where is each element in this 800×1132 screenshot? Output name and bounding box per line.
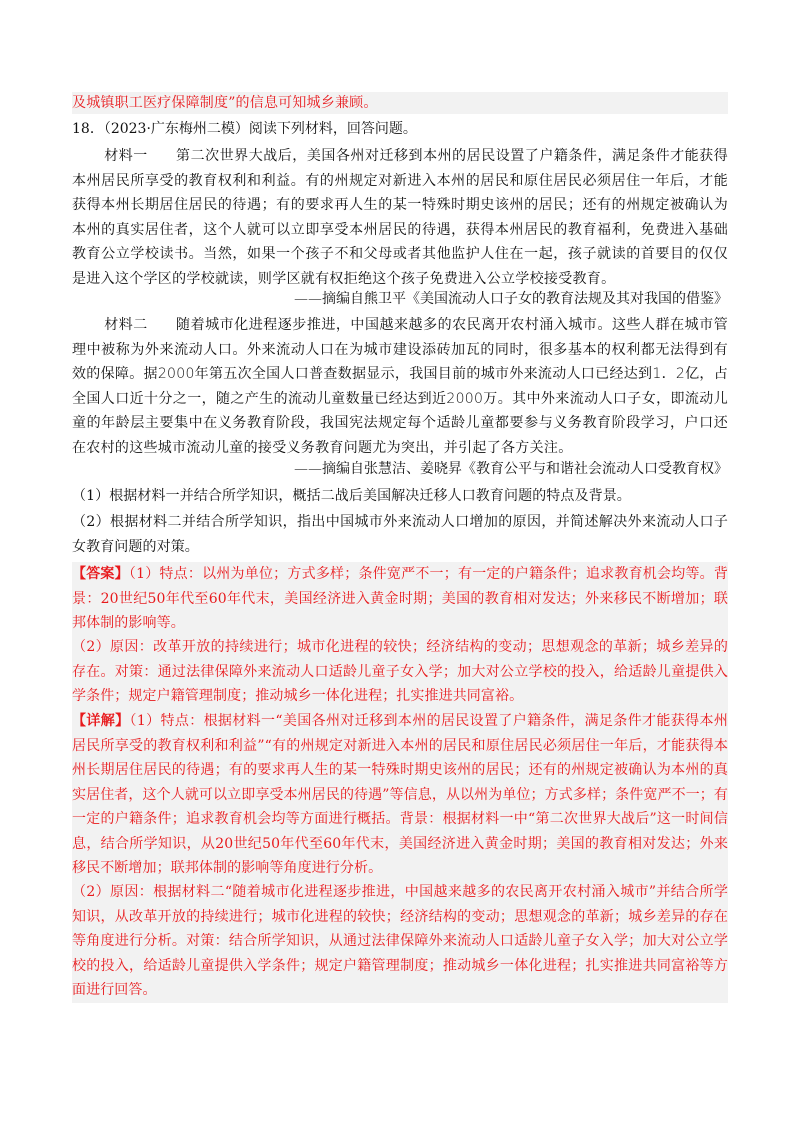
material-two-label: 材料二 (104, 317, 148, 333)
answer-part-1-text: （1）特点：以州为单位；方式多样；条件宽严不一；有一定的户籍条件；追求教育机会均等。背景：20世纪50年代至60年代末，美国经济进入黄金时期；美国的教育相对发达；外来移民不断增加；联邦体制的影响等。 (72, 566, 728, 631)
sub-question-1: （1）根据材料一并结合所学知识，概括二战后美国解决迁移人口教育问题的特点及背景。 (72, 488, 631, 504)
question-header: 18．（2023·广东梅州二模）阅读下列材料，回答问题。 (72, 121, 417, 137)
material-two-source: ——摘编自张慧洁、姜晓昇《教育公平与和谐社会流动人口受教育权》 (294, 461, 728, 477)
answer-part-1 (72, 562, 728, 636)
answer-part-2: （2）原因：改革开放的持续进行；城市化进程的较快；经济结构的变动；思想观念的革新；城乡差异的存在。对策：通过法律保障外来流动人口适龄儿童子女入学；加大对公立学校的投入，给适龄儿童提供入学条件；规定户籍管理制度；推动城乡一体化进程；扎实推进共同富裕。 (72, 635, 728, 709)
material-two (72, 313, 728, 461)
detail-part-1 (72, 709, 728, 881)
detail-part-2: （2）原因：根据材料二“随着城市化进程逐步推进，中国越来越多的农民离开农村涌入城市”并结合所学知识，从改革开放的持续进行；城市化进程的较快；经济结构的变动；思想观念的革新；城乡差异的存在等角度进行分析。对策：结合所学知识，从通过法律保障外来流动人口适龄儿童子女入学；加大对公立学校的投入，给适龄儿童提供入学条件；规定户籍管理制度；推动城乡一体化进程；扎实推进共同富裕等方面进行回答。 (72, 880, 728, 1003)
material-two-text: 随着城市化进程逐步推进，中国越来越多的农民离开农村涌入城市。这些人群在城市管理中被称为外来流动人口。外来流动人口在为城市建设添砖加瓦的同时，很多基本的权利都无法得到有效的保障。据2000年第五次全国人口普查数据显示，我国目前的城市外来流动人口已经达到1．2亿，占全国人口近十分之一，随之产生的流动儿童数量已经达到近2000万。其中外来流动人口子女，即流动儿童的年龄层主要集中在义务教育阶段，我国宪法规定每个适龄儿童都要参与义务教育阶段学习，户口还在农村的这些城市流动儿童的接受义务教育问题尤为突出，并引起了各方关注。 (72, 317, 728, 456)
material-one-text: 第二次世界大战后，美国各州对迁移到本州的居民设置了户籍条件，满足条件才能获得本州居民所享受的教育权利和利益。有的州规定对新进入本州的居民和原住居民必须居住一年后，才能获得本州长期居住居民的待遇；有的要求再人生的某一特殊时期史该州的居民；还有的州规定被确认为本州的真实居住者，这个人就可以立即享受本州居民的待遇，获得本州居民的教育福利，免费进入基础教育公立学校读书。当然，如果一个孩子不和父母或者其他监护人住在一起，孩子就读的首要目的仅仅是进入这个学区的学校就读，则学区就有权拒绝这个孩子免费进入公立学校接受教育。 (72, 148, 728, 287)
material-one-label: 材料一 (104, 148, 148, 164)
sub-question-2: （2）根据材料二并结合所学知识，指出中国城市外来流动人口增加的原因，并简述解决外来流动人口子女教育问题的对策。 (72, 514, 728, 555)
material-one-source: ——摘编自熊卫平《美国流动人口子女的教育法规及其对我国的借鉴》 (294, 291, 728, 307)
detail-part-1-text: （1）特点：根据材料一“美国各州对迁移到本州的居民设置了户籍条件，满足条件才能获得本州居民所享受的教育权利和利益”“有的州规定对新进入本州的居民和原住居民必须居住一年后，才能获得本州长期居住居民的待遇；有的要求再人生的某一特殊时期史该州的居民；还有的州规定被确认为本州的真实居住者，这个人就可以立即享受本州居民的待遇”等信息，从以州为单位；方式多样；条件宽严不一；有一定的户籍条件；追求教育机会均等方面进行概括。背景：根据材料一中“第二次世界大战后”这一时间信息，结合所学知识，从20世纪50年代至60年代末，美国经济进入黄金时期；美国的教育相对发达；外来移民不断增加；联邦体制的影响等角度进行分析。 (72, 713, 728, 876)
previous-answer-tail: 及城镇职工医疗保障制度”的信息可知城乡兼顾。 (72, 92, 728, 114)
answer-tag: 【答案】 (72, 566, 129, 582)
detail-tag: 【详解】 (72, 713, 130, 729)
material-one (72, 144, 728, 292)
